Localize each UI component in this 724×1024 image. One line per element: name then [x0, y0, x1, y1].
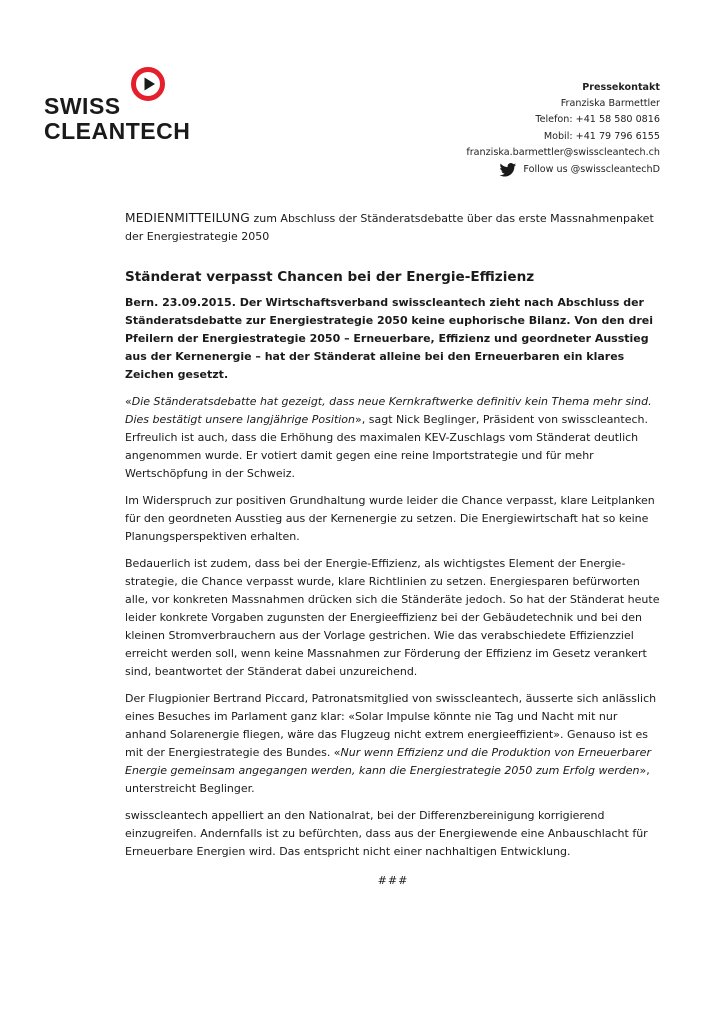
logo-wordmark: [44, 94, 190, 144]
beglinger-quote-2: Nur wenn Effizienz und die Produktion von Erneuerbarer Energie gemeinsam angegangen werden, kann die Energiestrategie 2050 zum Erfolg werden: [125, 746, 651, 777]
beglinger-quote: Die Ständeratsdebatte hat gezeigt, dass neue Kernkraftwerke definitiv kein Thema mehr sind. Dies bestätigt unsere langjährige Position: [125, 395, 652, 426]
release-header: [125, 209, 661, 246]
article-paragraph-3: Bedauerlich ist zudem, dass bei der Energie-Effizienz, als wichtigstes Element der Energiestrategie, die Chance verpasst wurde, klare Richtlinien zu setzen. Energiesparen befürworten alle, vor konkreten Massnahmen drücken sich die Ständeräte jedoch. So hat der Ständerat heute leider konkrete Vorgaben zugunsten der Energieeffizienz bei der Gebäudetechnik und bei den kleinen Stromverbrauchern aus der Vorlage gestrichen. Wie das verabschiedete Effizienzziel erreicht werden soll, wenn keine Massnahmen zur Förderung der Effizienz im Gesetz verankert sind, beantwortet der Ständerat dabei unzureichend.: [125, 557, 660, 678]
social-follow[interactable]: [499, 162, 660, 178]
article-lead: Bern. 23.09.2015. Der Wirtschaftsverband swisscleantech zieht nach Abschluss der Ständeratsdebatte zur Energiestrategie 2050 keine euphorische Bilanz. Von den drei Pfeilern der Energiestrategie 2050 – Erneuerbare, Effizienz und geordneter Ausstieg aus der Kernenergie – hat der Ständerat alleine bei den Erneuerbaren ein klares Zeichen gesetzt.: [125, 296, 653, 381]
article-paragraph-5: swisscleantech appelliert an den Nationalrat, bei der Differenzbereinigung korrigierend einzugreifen. Andernfalls ist zu befürchten, dass aus der Energiewende eine Anbauschlacht für Erneuerbare Energien wird. Das entspricht nicht einer nachhaltigen Entwicklung.: [125, 809, 648, 858]
article-paragraph-4: [125, 690, 661, 798]
paragraph-4-end: », unterstreicht Beglinger.: [125, 764, 650, 795]
release-label: MEDIENMITTEILUNG: [125, 211, 250, 225]
paragraph-1-rest: », sagt Nick Beglinger, Präsident von swisscleantech. Erfreulich ist auch, dass die Erhöhung des maximalen KEV-Zuschlags vom Ständerat deutlich angenommen wurde. Er votiert damit gegen eine reine Importstrategie und für mehr Wertschöpfung in der Schweiz.: [125, 413, 649, 480]
end-mark: ###: [377, 874, 409, 887]
twitter-bird-icon: [499, 163, 517, 177]
release-subject: zum Abschluss der Ständeratsdebatte über das erste Massnahmenpaket der Energiestrategie 2050: [125, 212, 654, 243]
follow-text: Follow us @swisscleantechD: [523, 164, 660, 175]
quote-open-mark: «: [125, 395, 132, 408]
article-paragraph-1: [125, 393, 661, 483]
contact-phone: Telefon: +41 58 580 0816: [535, 114, 660, 126]
logo-line-cleantech: CLEANTECH: [44, 118, 191, 144]
logo-line-swiss: SWISS: [44, 93, 121, 119]
article-paragraph-2: Im Widerspruch zur positiven Grundhaltung wurde leider die Chance verpasst, klare Leitplanken für den geordneten Ausstieg aus der Kernenergie zu setzen. Die Energiewirtschaft hat so keine Planungsperspektiven erhalten.: [125, 494, 655, 543]
paragraph-4-start: Der Flugpionier Bertrand Piccard, Patronatsmitglied von swisscleantech, äusserte sich anlässlich eines Besuches im Parlament ganz klar: «Solar Impulse könnte nie Tag und Nacht mit nur anhand Solarenergie fliegen, wäre das Flugzeug nicht extrem energieeffizient». Genauso ist es mit der Energiestrategie des Bundes. «: [125, 692, 657, 759]
contact-mobile: Mobil: +41 79 796 6155: [543, 130, 660, 142]
press-release-body: [125, 209, 661, 890]
article-title: Ständerat verpasst Chancen bei der Energie-Effizienz: [125, 269, 535, 285]
contact-email[interactable]: franziska.barmettler@swisscleantech.ch: [466, 146, 660, 158]
press-contact: [466, 80, 660, 161]
press-contact-heading: Pressekontakt: [582, 82, 660, 93]
contact-name: Franziska Barmettler: [560, 98, 660, 110]
